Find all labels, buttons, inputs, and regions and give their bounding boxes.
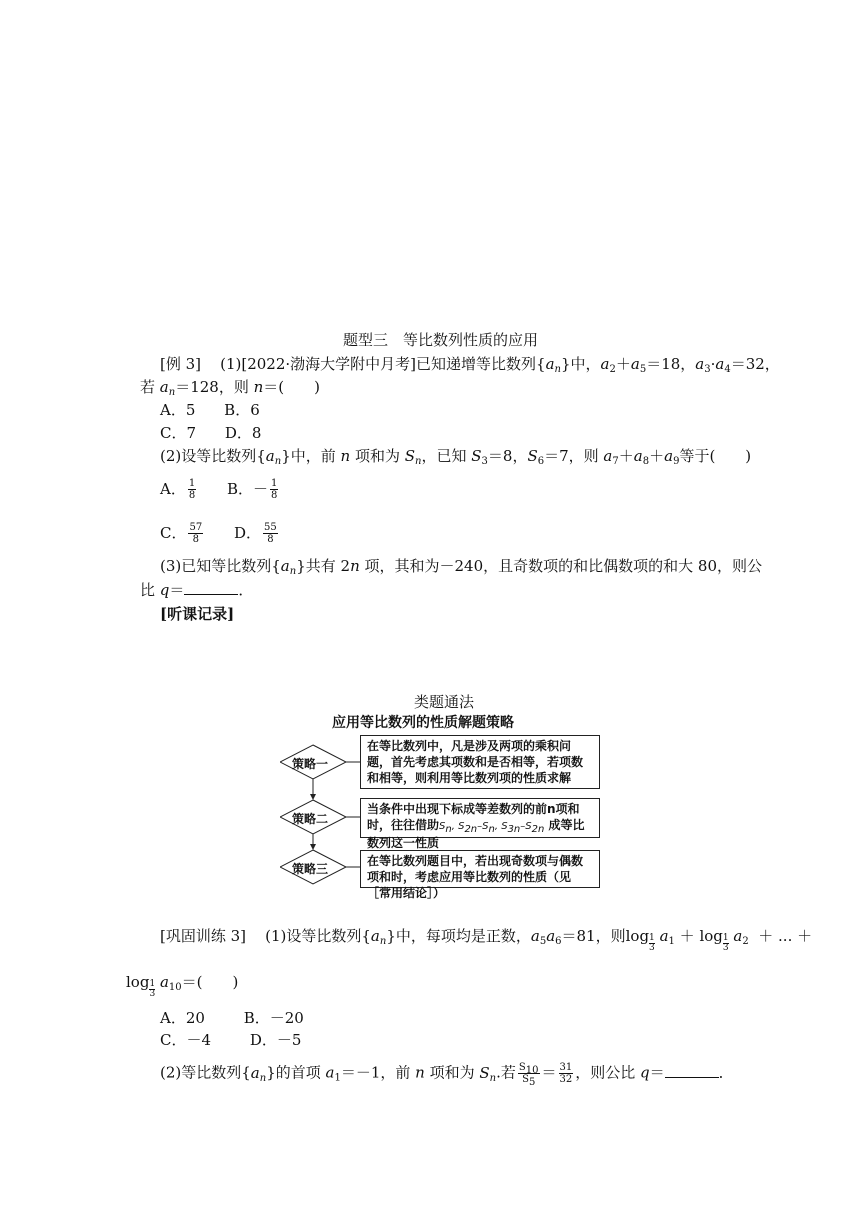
answer-blank[interactable]: [184, 580, 238, 595]
question-3-line2-end: ＝: [169, 581, 185, 599]
practice-options-row-1: [160, 1008, 304, 1028]
options-row-2: [160, 423, 261, 443]
practice-tag: [巩固训练 3]: [160, 927, 247, 945]
question-3-rest2: 项，其和为－240，且奇数项的和比偶数项的和大 80，则公: [359, 557, 762, 575]
strategy-3-label: 策略三: [292, 862, 329, 876]
example-3-line-1: [例 3] (1)[2022·渤海大学附中月考]已知递增等比数列$\{a_n\}$中，$a_2+a_5=18$，$a_3\cdot a_4=32$，: [160, 355, 780, 375]
option-c[interactable]: C．－4: [160, 1031, 212, 1049]
question-2-eq2: ＝7，则: [544, 447, 604, 465]
practice-line-2: log 1 3 $a_{10}=$( ): [126, 973, 239, 999]
question-2-known: ，已知: [421, 447, 472, 465]
question-1-cond1: ＝18，: [646, 355, 696, 373]
question-1-prefix: (1)[2022·渤海大学附中月考]已知递增等比数列{: [220, 355, 546, 373]
question-2-mid2: 项和为: [350, 447, 405, 465]
options-row-1: [160, 400, 260, 420]
question-2-options-row-1: [160, 478, 280, 501]
practice-options-row-2: [160, 1030, 301, 1050]
method-heading: 类题通法: [414, 693, 475, 711]
example-3-line-2: 若 $a_n=128$，则 n＝( ): [140, 378, 320, 398]
question-3-line-2: 比 q＝ ．: [140, 581, 254, 599]
method-subheading: 应用等比数列的性质解题策略: [332, 715, 514, 731]
option-d[interactable]: D．8: [224, 424, 262, 442]
option-b[interactable]: B．－ $\frac{1}{8}$: [227, 478, 278, 501]
option-d[interactable]: D．－5: [249, 1031, 302, 1049]
option-c[interactable]: C． $\frac{57}{8}$: [160, 522, 203, 545]
section-title: 题型三 等比数列性质的应用: [343, 331, 539, 349]
question-1-line2-mid: ＝128，则: [175, 378, 254, 396]
question-3-rest: }共有 2: [296, 557, 351, 575]
practice-line-1: [巩固训练 3] (1)设等比数列$\{a_n\}$中，每项均是正数，$a_5a_6=81$，则log 1 3 $a_1 + \log$ 1 3 $a_2$ ＋ ... ＋: [160, 927, 813, 953]
question-3-line-1: (3)已知等比数列$\{a_n\}$共有 2n 项，其和为－240，且奇数项的和比偶数项的和大 80，则公: [160, 557, 762, 577]
question-2-prefix: (2)设等比数列{: [160, 447, 266, 465]
answer-blank[interactable]: [665, 1063, 719, 1078]
practice-question-2: (2)等比数列$\{a_n\}$的首项 $a_1=-1$，前 n 项和为 $S_n$.若 $\frac{S_{10}}{S_5}$ ＝ $\frac{31}{32}$ ，则公比 q＝ ．: [160, 1062, 734, 1088]
question-1-line2-end: ＝( ): [263, 378, 320, 396]
example-tag: [例 3]: [160, 355, 202, 373]
question-2-end: 等于( ): [679, 447, 752, 465]
option-a[interactable]: A．20: [160, 1009, 205, 1027]
strategy-3-box: 在等比数列题目中，若出现奇数项与偶数项和时，考虑应用等比数列的性质（见［常用结论］）: [360, 850, 600, 888]
question-2-options-row-2: [160, 522, 280, 545]
option-c[interactable]: C．7: [160, 424, 197, 442]
strategy-2-label: 策略二: [292, 812, 329, 826]
question-3-prefix: (3)已知等比数列{: [160, 557, 281, 575]
option-d[interactable]: D． $\frac{55}{8}$: [234, 522, 277, 545]
question-3-line2: 比: [140, 581, 160, 599]
strategy-1-box: 在等比数列中，凡是涉及两项的乘积问题，首先考虑其项数和是否相等，若项数和相等，则利用等比数列项的性质求解: [360, 735, 600, 789]
option-a[interactable]: A． $\frac{1}{8}$: [160, 478, 196, 501]
question-2-eq1: ＝8，: [487, 447, 528, 465]
option-a[interactable]: A．5: [160, 401, 196, 419]
strategy-2-box: 当条件中出现下标成等差数列的前n项和时，往往借助$S_n$, $S_{2n}-S_n$, $S_{3n}-S_{2n}$ 成等比数列这一性质: [360, 798, 600, 838]
option-b[interactable]: B．6: [224, 401, 260, 419]
question-2-line: (2)设等比数列$\{a_n\}$中，前 n 项和为 $S_n$，已知 $S_3=8$，$S_6=7$，则 $a_7+a_8+a_9$等于( ): [160, 447, 752, 467]
option-b[interactable]: B．－20: [243, 1009, 304, 1027]
notes-label: [听课记录]: [160, 605, 235, 623]
question-1-mid: }中，: [560, 355, 601, 373]
question-1-cond2: ＝32，: [730, 355, 780, 373]
question-1-line2-prefix: 若: [140, 378, 160, 396]
question-2-mid: }中，前: [281, 447, 341, 465]
strategy-1-label: 策略一: [292, 757, 329, 771]
